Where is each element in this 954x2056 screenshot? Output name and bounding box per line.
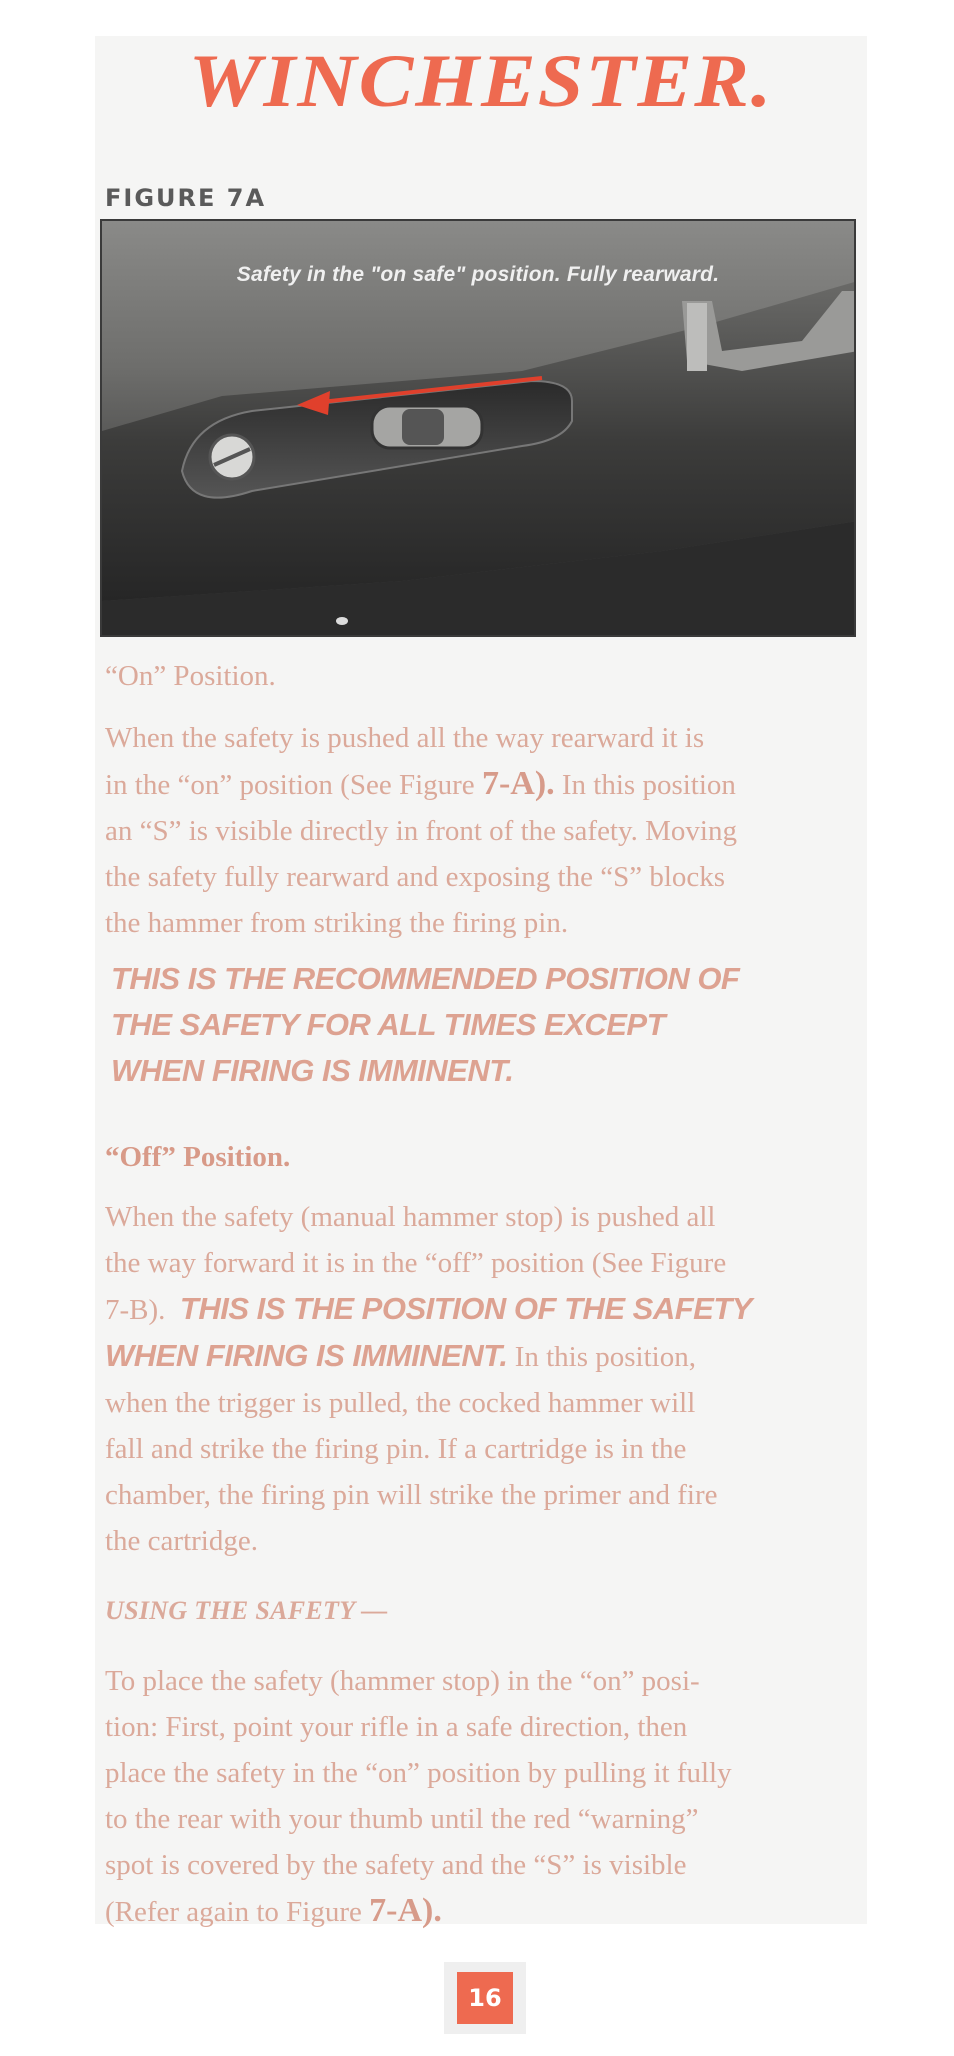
text-line: fall and strike the firing pin. If a cartridge is in the bbox=[105, 1433, 687, 1465]
text-line: when the trigger is pulled, the cocked hammer will bbox=[105, 1387, 696, 1419]
text-line bbox=[105, 761, 865, 808]
text-line: an “S” is visible directly in front of the safety. Moving bbox=[105, 815, 737, 847]
figure-reference: 7-A). bbox=[369, 1892, 442, 1929]
warning-line: THE SAFETY FOR ALL TIMES EXCEPT bbox=[111, 1007, 666, 1042]
warning-line: WHEN FIRING IS IMMINENT. bbox=[111, 1053, 514, 1088]
text-run: (Refer again to Figure bbox=[105, 1896, 370, 1928]
text-line: When the safety (manual hammer stop) is pushed all bbox=[105, 1201, 716, 1233]
text-line: the way forward it is in the “off” position (See Figure bbox=[105, 1247, 727, 1279]
text-run: 7-B). bbox=[105, 1294, 180, 1326]
using-safety-paragraph bbox=[105, 1658, 865, 1935]
firing-warning: THIS IS THE POSITION OF THE SAFETY bbox=[179, 1291, 752, 1326]
text-line: to the rear with your thumb until the red “warning” bbox=[105, 1803, 699, 1835]
text-run: In this position, bbox=[507, 1341, 696, 1373]
figure-label: FIGURE 7A bbox=[105, 184, 267, 212]
figure-caption: Safety in the "on safe" position. Fully rearward. bbox=[236, 263, 720, 286]
text-line: the safety fully rearward and exposing the “S” blocks bbox=[105, 861, 726, 893]
text-line: When the safety is pushed all the way rearward it is bbox=[105, 722, 705, 754]
text-line: the cartridge. bbox=[105, 1525, 258, 1557]
off-position-heading: “Off” Position. bbox=[105, 1141, 291, 1173]
using-safety-heading: USING THE SAFETY — bbox=[105, 1596, 388, 1625]
firing-warning: WHEN FIRING IS IMMINENT. bbox=[105, 1338, 508, 1373]
figure-photo bbox=[100, 219, 856, 637]
manual-page bbox=[95, 36, 867, 1929]
text-line: spot is covered by the safety and the “S” is visible bbox=[105, 1849, 687, 1881]
page-number-badge bbox=[444, 1962, 526, 2034]
text-run: in the “on” position (See Figure bbox=[105, 769, 482, 801]
recommended-warning bbox=[111, 956, 871, 1094]
text-line bbox=[105, 1286, 865, 1333]
text-line: chamber, the firing pin will strike the primer and fire bbox=[105, 1479, 718, 1511]
text-line: the hammer from striking the firing pin. bbox=[105, 907, 569, 939]
text-line: tion: First, point your rifle in a safe direction, then bbox=[105, 1711, 688, 1743]
warning-line: THIS IS THE RECOMMENDED POSITION OF bbox=[111, 961, 740, 996]
on-position-heading: “On” Position. bbox=[105, 660, 276, 692]
text-line bbox=[105, 1333, 865, 1380]
winchester-logo: WINCHESTER. bbox=[188, 38, 774, 123]
text-line bbox=[105, 1888, 865, 1935]
on-position-paragraph bbox=[105, 715, 865, 946]
off-position-paragraph bbox=[105, 1194, 865, 1564]
page-number: 16 bbox=[457, 1972, 513, 2024]
text-line: place the safety in the “on” position by pulling it fully bbox=[105, 1757, 732, 1789]
text-line: To place the safety (hammer stop) in the “on” posi- bbox=[105, 1665, 700, 1697]
text-run: In this position bbox=[554, 769, 736, 801]
figure-reference: 7-A). bbox=[481, 765, 555, 802]
